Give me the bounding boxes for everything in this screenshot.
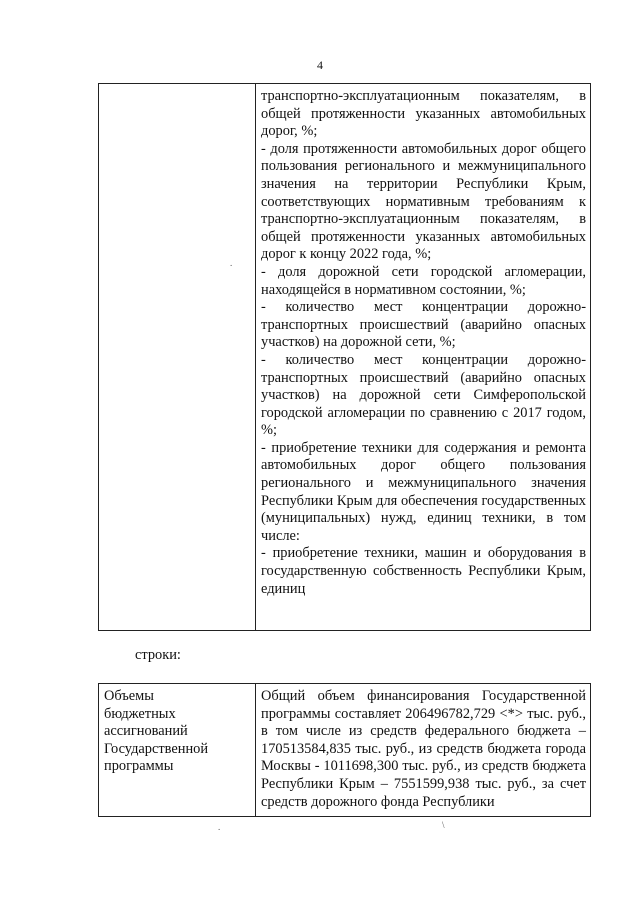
indicators-table (98, 83, 591, 631)
budget-heading-line: Государственной (104, 740, 209, 757)
indicators-text (256, 84, 590, 600)
budget-text: Общий объем финансирования Государственной программы составляет 206496782,729 <*> тыс. руб., в том числе из средств федерального бюджета – 170513584,835 тыс. руб., из средств бюджета города Москвы - 1011698,300 тыс. руб., из средств бюджета Республики Крым – 7551599,938 тыс. руб., за счет средств дорожного фонда Республики (261, 688, 586, 810)
indicator-paragraph: - доля дорожной сети городской агломерации, находящейся в нормативном состоянии, %; (261, 263, 586, 298)
budget-heading (99, 684, 255, 778)
indicator-paragraph: транспортно-эксплуатационным показателям, в общей протяженности указанных автомобильных дорог, %; (261, 88, 586, 140)
indicators-right-cell (256, 84, 591, 631)
budget-left-cell (99, 684, 256, 817)
indicators-left-text (99, 84, 255, 90)
indicator-paragraph: - приобретение техники, машин и оборудования в государственную собственность Республики Крым, единиц (261, 545, 586, 597)
budget-table (98, 683, 591, 817)
budget-right-cell (256, 684, 591, 817)
scan-speck: . (218, 822, 221, 832)
budget-heading-line: ассигнований (104, 723, 188, 740)
scan-speck: . (230, 258, 233, 268)
page-number: 4 (317, 58, 323, 72)
budget-heading-line: бюджетных (104, 705, 176, 722)
budget-heading-line: Объемы (104, 688, 154, 704)
indicator-paragraph: - приобретение техники для содержания и ремонта автомобильных дорог общего пользования регионального и межмуниципального значения Республики Крым для обеспечения государственных (муниципальных) нужд, единиц техники, в том числе: (261, 439, 586, 544)
budget-heading-line: программы (104, 758, 174, 775)
section-label: строки: (135, 647, 181, 663)
indicator-paragraph: - количество мест концентрации дорожно-транспортных происшествий (аварийно опасных участков) на дорожной сети, %; (261, 299, 586, 351)
scan-speck: \ (442, 820, 445, 830)
indicator-paragraph: - доля протяженности автомобильных дорог общего пользования регионального и межмуниципального значения на территории Республики Крым, соответствующих нормативным требованиям к транспортно-эксплуатационным показателям, в общей протяженности указанных автомобильных дорог к концу 2022 года, %; (261, 140, 586, 263)
indicators-left-cell (99, 84, 256, 631)
indicator-paragraph: - количество мест концентрации дорожно-транспортных происшествий (аварийно опасных участков) на дорожной сети Симферопольской городской агломерации по сравнению с 2017 годом, %; (261, 351, 586, 439)
